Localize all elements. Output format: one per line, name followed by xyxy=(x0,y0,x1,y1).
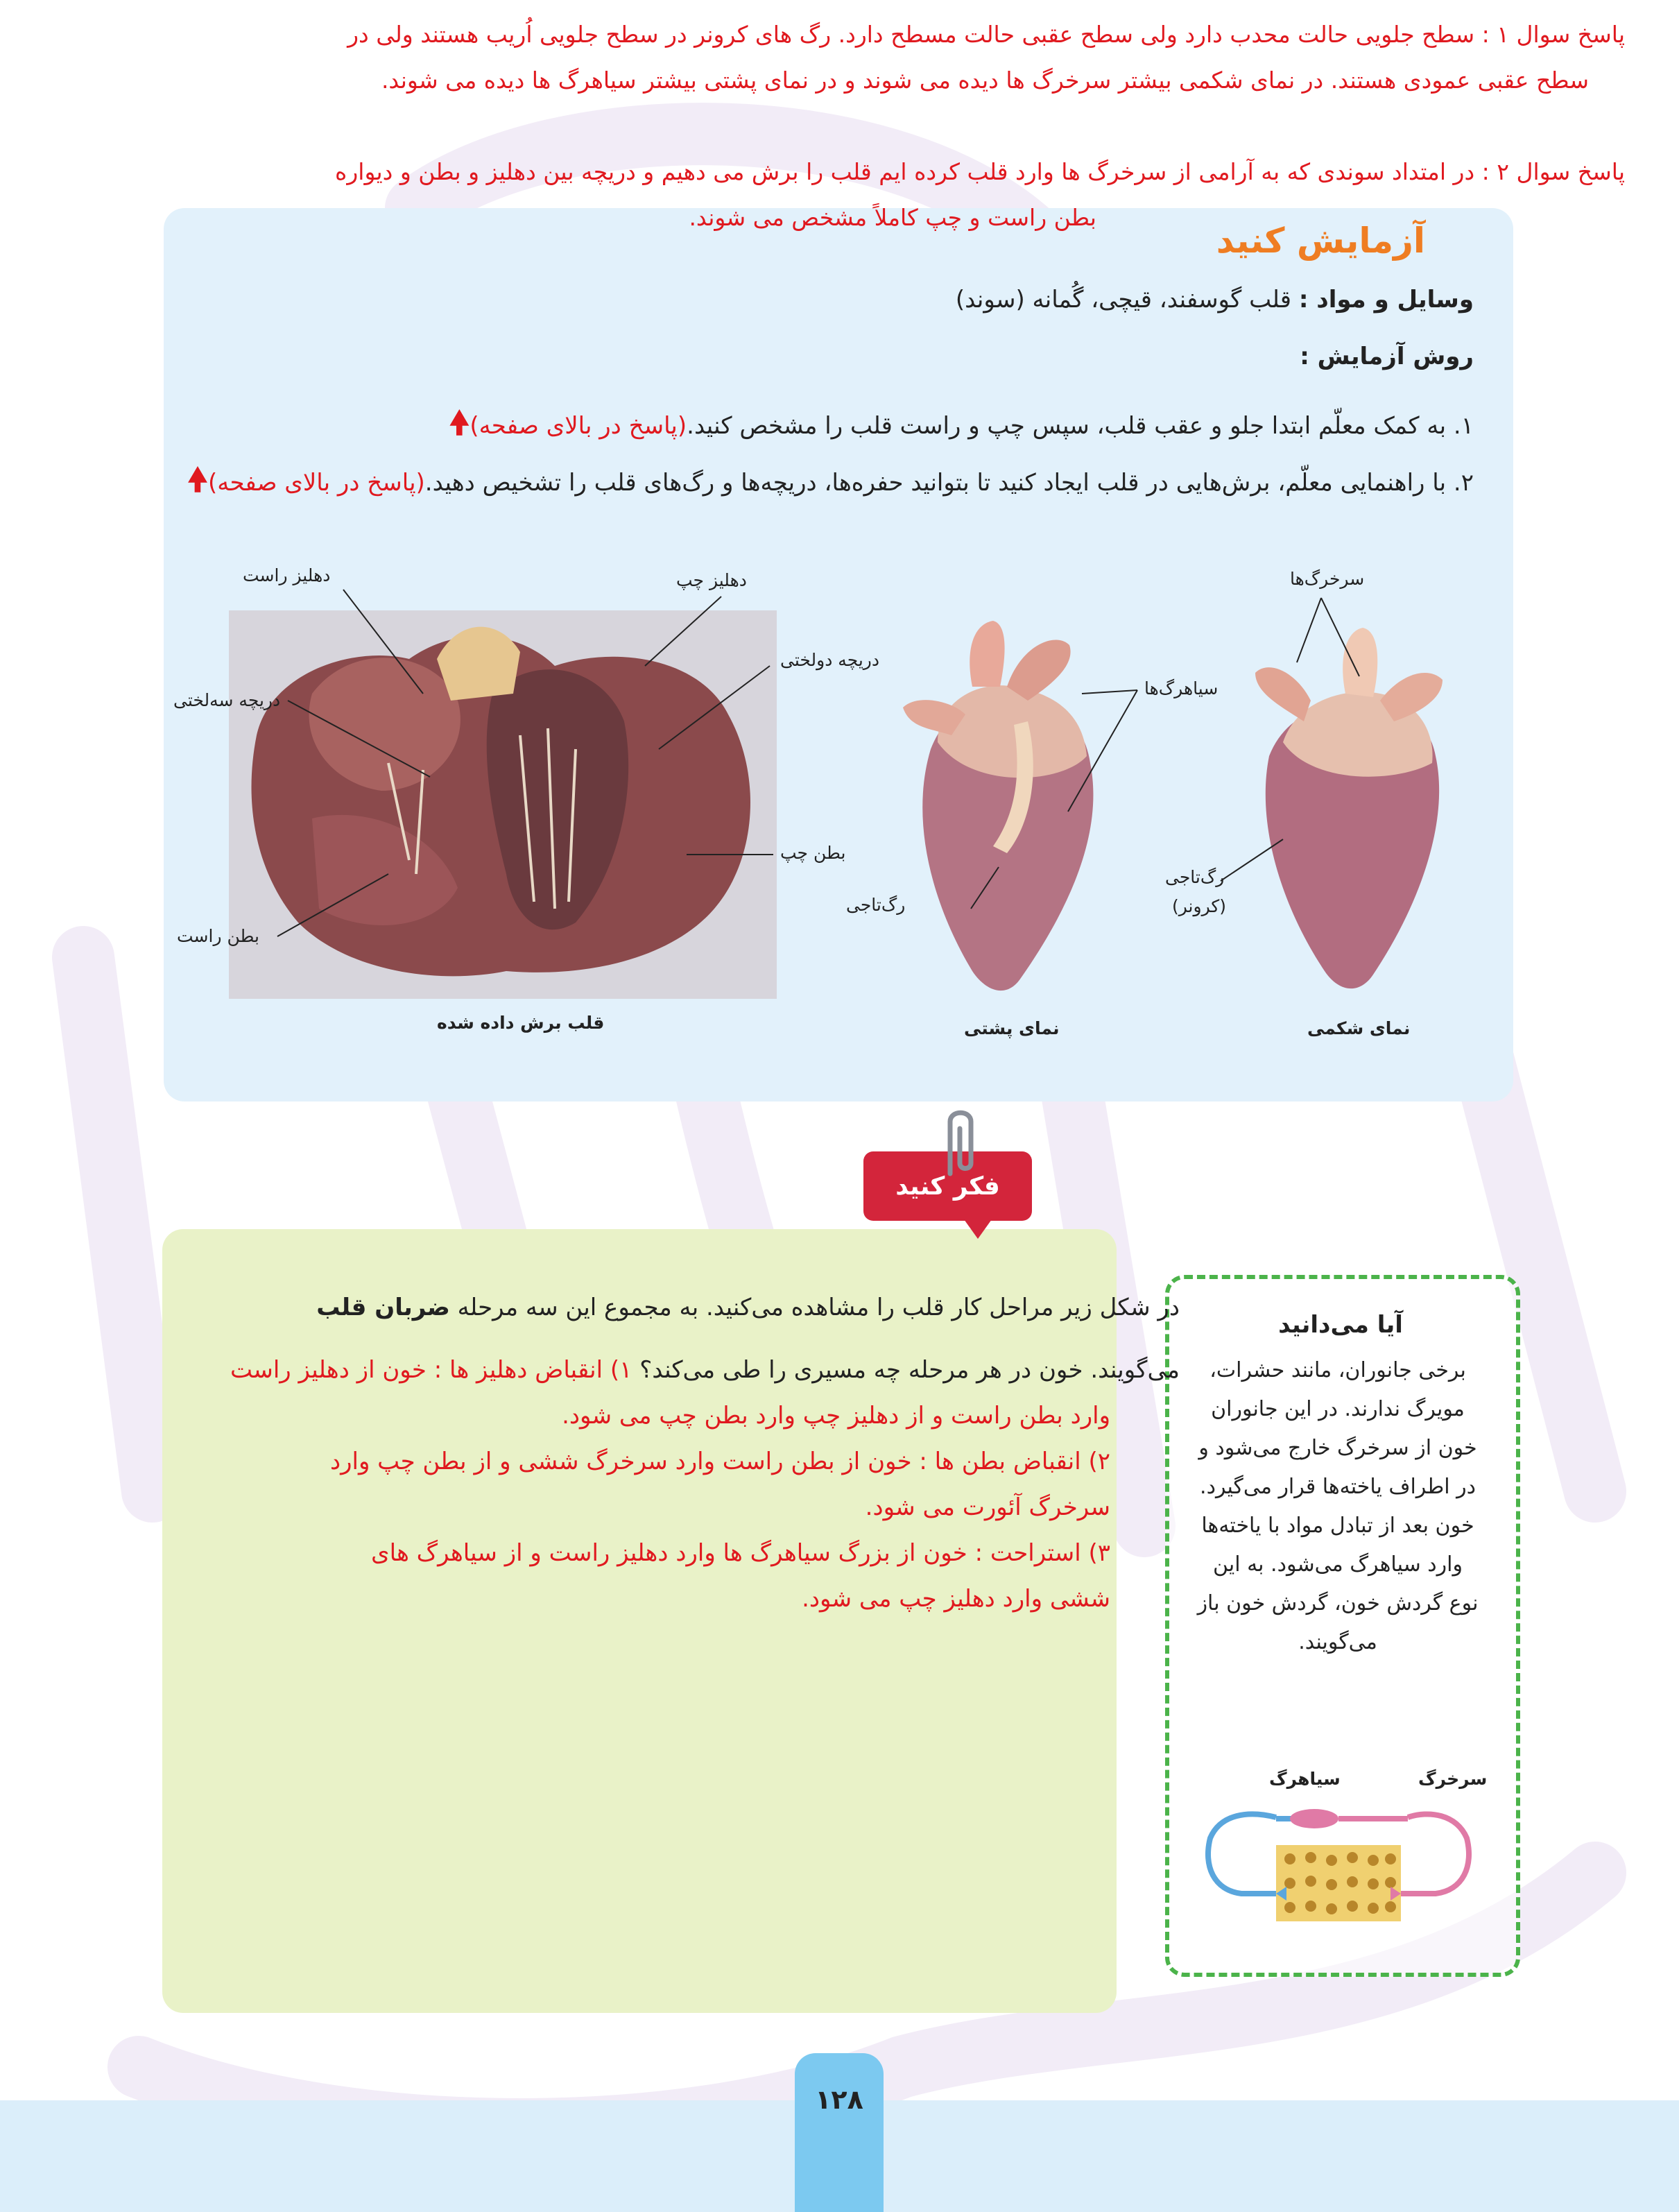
think-heartbeat-term: ضربان قلب xyxy=(316,1294,450,1321)
label-bicuspid-valve: دریچه دولختی xyxy=(780,650,879,670)
materials-label: وسایل و مواد : xyxy=(1298,286,1474,314)
caption-ventral-view: نمای شکمی xyxy=(1307,1018,1411,1038)
did-you-know-line: نوع گردش خون، گردش خون باز xyxy=(1197,1591,1479,1615)
experiment-title: آزمایش کنید xyxy=(1216,221,1425,261)
did-you-know-line: خون از سرخرگ خارج می‌شود و xyxy=(1198,1436,1477,1460)
label-tricuspid-valve: دریچه سه‌لختی xyxy=(173,690,281,710)
label-artery: سرخرگ xyxy=(1418,1769,1488,1789)
step-2-answer-ref: (پاسخ در بالای صفحه) xyxy=(207,469,425,497)
think-panel xyxy=(162,1229,1117,2013)
label-arteries: سرخرگ‌ها xyxy=(1290,569,1365,589)
label-vein: سیاهرگ xyxy=(1269,1769,1341,1789)
think-answer-1a: ۱) انقباض دهلیز ها : خون از دهلیز راست xyxy=(230,1356,632,1384)
caption-cut-heart: قلب برش داده شده xyxy=(437,1013,605,1033)
paperclip-icon xyxy=(936,1104,985,1181)
label-veins: سیاهرگ‌ها xyxy=(1144,678,1219,698)
answer-q2-line1: پاسخ سوال ۲ : در امتداد سوندی که به آرامی از سرخرگ ها وارد قلب کرده ایم قلب را برش می دهیم و دریچه بین دهلیز و بطن و دیواره xyxy=(335,158,1625,185)
page-number: ۱۲۸ xyxy=(815,2084,863,2115)
arrow-up-icon: 🠝 xyxy=(449,404,470,441)
did-you-know-line: مویرگ ندارند. در این جانوران xyxy=(1211,1397,1465,1421)
think-answer-2a: ۲) انقباض بطن ها : خون از بطن راست وارد سرخرگ ششی و از بطن چپ وارد xyxy=(329,1448,1110,1475)
label-coronary-dorsal: رگ‌تاجی xyxy=(846,895,906,915)
open-circulation-diagram xyxy=(1193,1797,1484,1928)
think-answer-3b: ششی وارد دهلیز چپ می شود. xyxy=(802,1585,1110,1613)
label-right-atrium: دهلیز راست xyxy=(243,565,331,585)
step-2-text: ۲. با راهنمایی معلّم، برش‌هایی در قلب ایجاد کنید تا بتوانید حفره‌ها، دریچه‌ها و رگ‌های قلب را تشخیص دهید. xyxy=(424,469,1474,497)
label-coronary-ventral: رگ‌تاجی xyxy=(1165,867,1225,887)
caption-dorsal-view: نمای پشتی xyxy=(964,1018,1060,1038)
arrow-up-icon: 🠝 xyxy=(187,461,208,498)
did-you-know-line: برخی جانوران، مانند حشرات، xyxy=(1209,1358,1466,1382)
answer-q1-line2: سطح عقبی عمودی هستند. در نمای شکمی بیشتر سرخرگ ها دیده می شوند و در نمای پشتی بیشتر سیاهرگ ها دیده می شوند. xyxy=(381,67,1589,94)
answer-q1-line1: پاسخ سوال ۱ : سطح جلویی حالت محدب دارد ولی سطح عقبی حالت مسطح دارد. رگ های کرونر در سطح جلویی اُریب هستند ولی در xyxy=(347,21,1625,48)
think-tag-tail xyxy=(964,1219,992,1239)
think-line-2 xyxy=(230,1348,1180,1391)
label-left-atrium: دهلیز چپ xyxy=(676,570,747,590)
think-answer-1b: وارد بطن راست و از دهلیز چپ وارد بطن چپ می شود. xyxy=(562,1402,1110,1430)
think-line-1 xyxy=(316,1286,1180,1329)
think-answer-2b: سرخرگ آئورت می شود. xyxy=(865,1493,1110,1521)
did-you-know-title: آیا می‌دانید xyxy=(1278,1311,1403,1339)
think-answer-3a: ۳) استراحت : خون از بزرگ سیاهرگ ها وارد دهلیز راست و از سیاهرگ های xyxy=(370,1539,1110,1567)
think-tag: فکر کنید xyxy=(863,1151,1032,1221)
did-you-know-line: می‌گویند. xyxy=(1298,1630,1377,1654)
answer-q2-line2: بطن راست و چپ کاملاً مشخص می شوند. xyxy=(689,204,1096,231)
label-coronary-alt: (کرونر) xyxy=(1172,896,1227,916)
think-line-2-question: می‌گویند. خون در هر مرحله چه مسیری را طی می‌کند؟ xyxy=(639,1356,1180,1384)
think-line-1-text: در شکل زیر مراحل کار قلب را مشاهده می‌کنید. به مجموع این سه مرحله xyxy=(457,1294,1180,1321)
page-number-tab xyxy=(795,2053,884,2212)
step-1-answer-ref: (پاسخ در بالای صفحه) xyxy=(470,412,687,440)
did-you-know-line: وارد سیاهرگ می‌شود. به این xyxy=(1213,1552,1463,1577)
did-you-know-line: خون بعد از تبادل مواد با یاخته‌ها xyxy=(1201,1514,1474,1538)
did-you-know-text xyxy=(1183,1351,1492,1662)
step-1-text: ۱. به کمک معلّم ابتدا جلو و عقب قلب، سپس چپ و راست قلب را مشخص کنید. xyxy=(687,412,1474,440)
did-you-know-line: در اطراف یاخته‌ها قرار می‌گیرد. xyxy=(1200,1475,1476,1499)
materials-text: قلب گوسفند، قیچی، گُمانه (سوند) xyxy=(955,286,1292,314)
method-label: روش آزمایش : xyxy=(1300,343,1474,370)
label-right-ventricle: بطن راست xyxy=(177,926,259,946)
label-left-ventricle: بطن چپ xyxy=(780,843,846,863)
